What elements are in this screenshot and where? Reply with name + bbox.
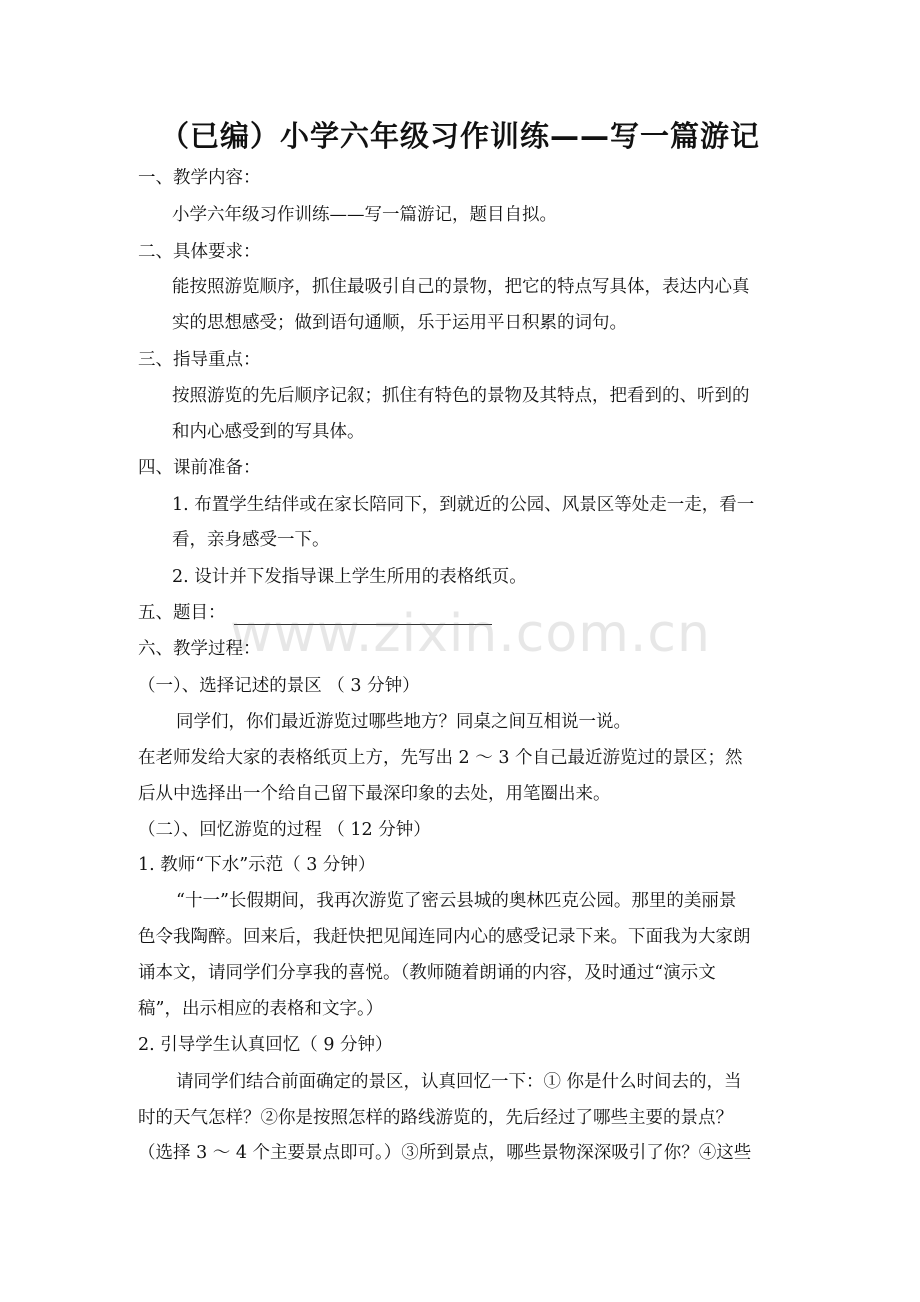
section-heading: 四、课前准备： bbox=[138, 458, 261, 478]
paragraph-line: 色令我陶醉。回来后，我赶快把见闻连同内心的感受记录下来。下面我为大家朗 bbox=[138, 927, 751, 947]
paragraph-line: 1. 布置学生结伴或在家长陪同下，到就近的公园、风景区等处走一走，看一 bbox=[172, 495, 755, 515]
paragraph-line: 请同学们结合前面确定的景区，认真回忆一下：① 你是什么时间去的，当 bbox=[176, 1072, 742, 1092]
paragraph-line: 同学们，你们最近游览过哪些地方？同桌之间互相说一说。 bbox=[176, 712, 631, 732]
section-heading: 五、题目： bbox=[138, 603, 226, 623]
paragraph-line: 和内心感受到的写具体。 bbox=[172, 422, 365, 442]
paragraph-line: 2. 引导学生认真回忆（ 9 分钟） bbox=[138, 1035, 393, 1055]
paragraph-line: 2. 设计并下发指导课上学生所用的表格纸页。 bbox=[172, 567, 527, 587]
subsection-heading: （二）、回忆游览的过程 （ 12 分钟） bbox=[138, 820, 431, 840]
paragraph-line: 稿”，出示相应的表格和文字。） bbox=[138, 999, 384, 1019]
paragraph-line: 能按照游览顺序，抓住最吸引自己的景物，把它的特点写具体，表达内心真 bbox=[172, 277, 750, 297]
paragraph-line: “十一”长假期间，我再次游览了密云县城的奥林匹克公园。那里的美丽景 bbox=[176, 891, 737, 911]
paragraph-line: 小学六年级习作训练——写一篇游记，题目自拟。 bbox=[172, 205, 557, 225]
paragraph-line: 时的天气怎样？②你是按照怎样的路线游览的，先后经过了哪些主要的景点？ bbox=[138, 1108, 733, 1128]
paragraph-line: 诵本文，请同学们分享我的喜悦。（教师随着朗诵的内容，及时通过“演示文 bbox=[138, 963, 716, 983]
section-heading: 六、教学过程： bbox=[138, 639, 261, 659]
paragraph-line: （选择 3 ～ 4 个主要景点即可。）③所到景点，哪些景物深深吸引了你？④这些 bbox=[138, 1143, 752, 1163]
section-heading: 二、具体要求： bbox=[138, 242, 261, 262]
section-heading: 三、指导重点： bbox=[138, 350, 261, 370]
paragraph-line: 按照游览的先后顺序记叙；抓住有特色的景物及其特点，把看到的、听到的 bbox=[172, 386, 750, 406]
document-title: （已编）小学六年级习作训练——写一篇游记 bbox=[159, 119, 760, 153]
subsection-heading: （一）、选择记述的景区 （ 3 分钟） bbox=[138, 676, 420, 696]
watermark: www.zixin.com.cn bbox=[230, 604, 711, 664]
paragraph-line: 看，亲身感受一下。 bbox=[172, 530, 330, 550]
paragraph-line: 后从中选择出一个给自己留下最深印象的去处，用笔圈出来。 bbox=[138, 784, 611, 804]
section-heading: 一、教学内容： bbox=[138, 168, 261, 188]
paragraph-line: 在老师发给大家的表格纸页上方，先写出 2 ～ 3 个自己最近游览过的景区；然 bbox=[138, 748, 743, 768]
paragraph-line: 实的思想感受；做到语句通顺，乐于运用平日积累的词句。 bbox=[172, 313, 627, 333]
paragraph-line: 1. 教师“下水”示范（ 3 分钟） bbox=[138, 855, 376, 875]
